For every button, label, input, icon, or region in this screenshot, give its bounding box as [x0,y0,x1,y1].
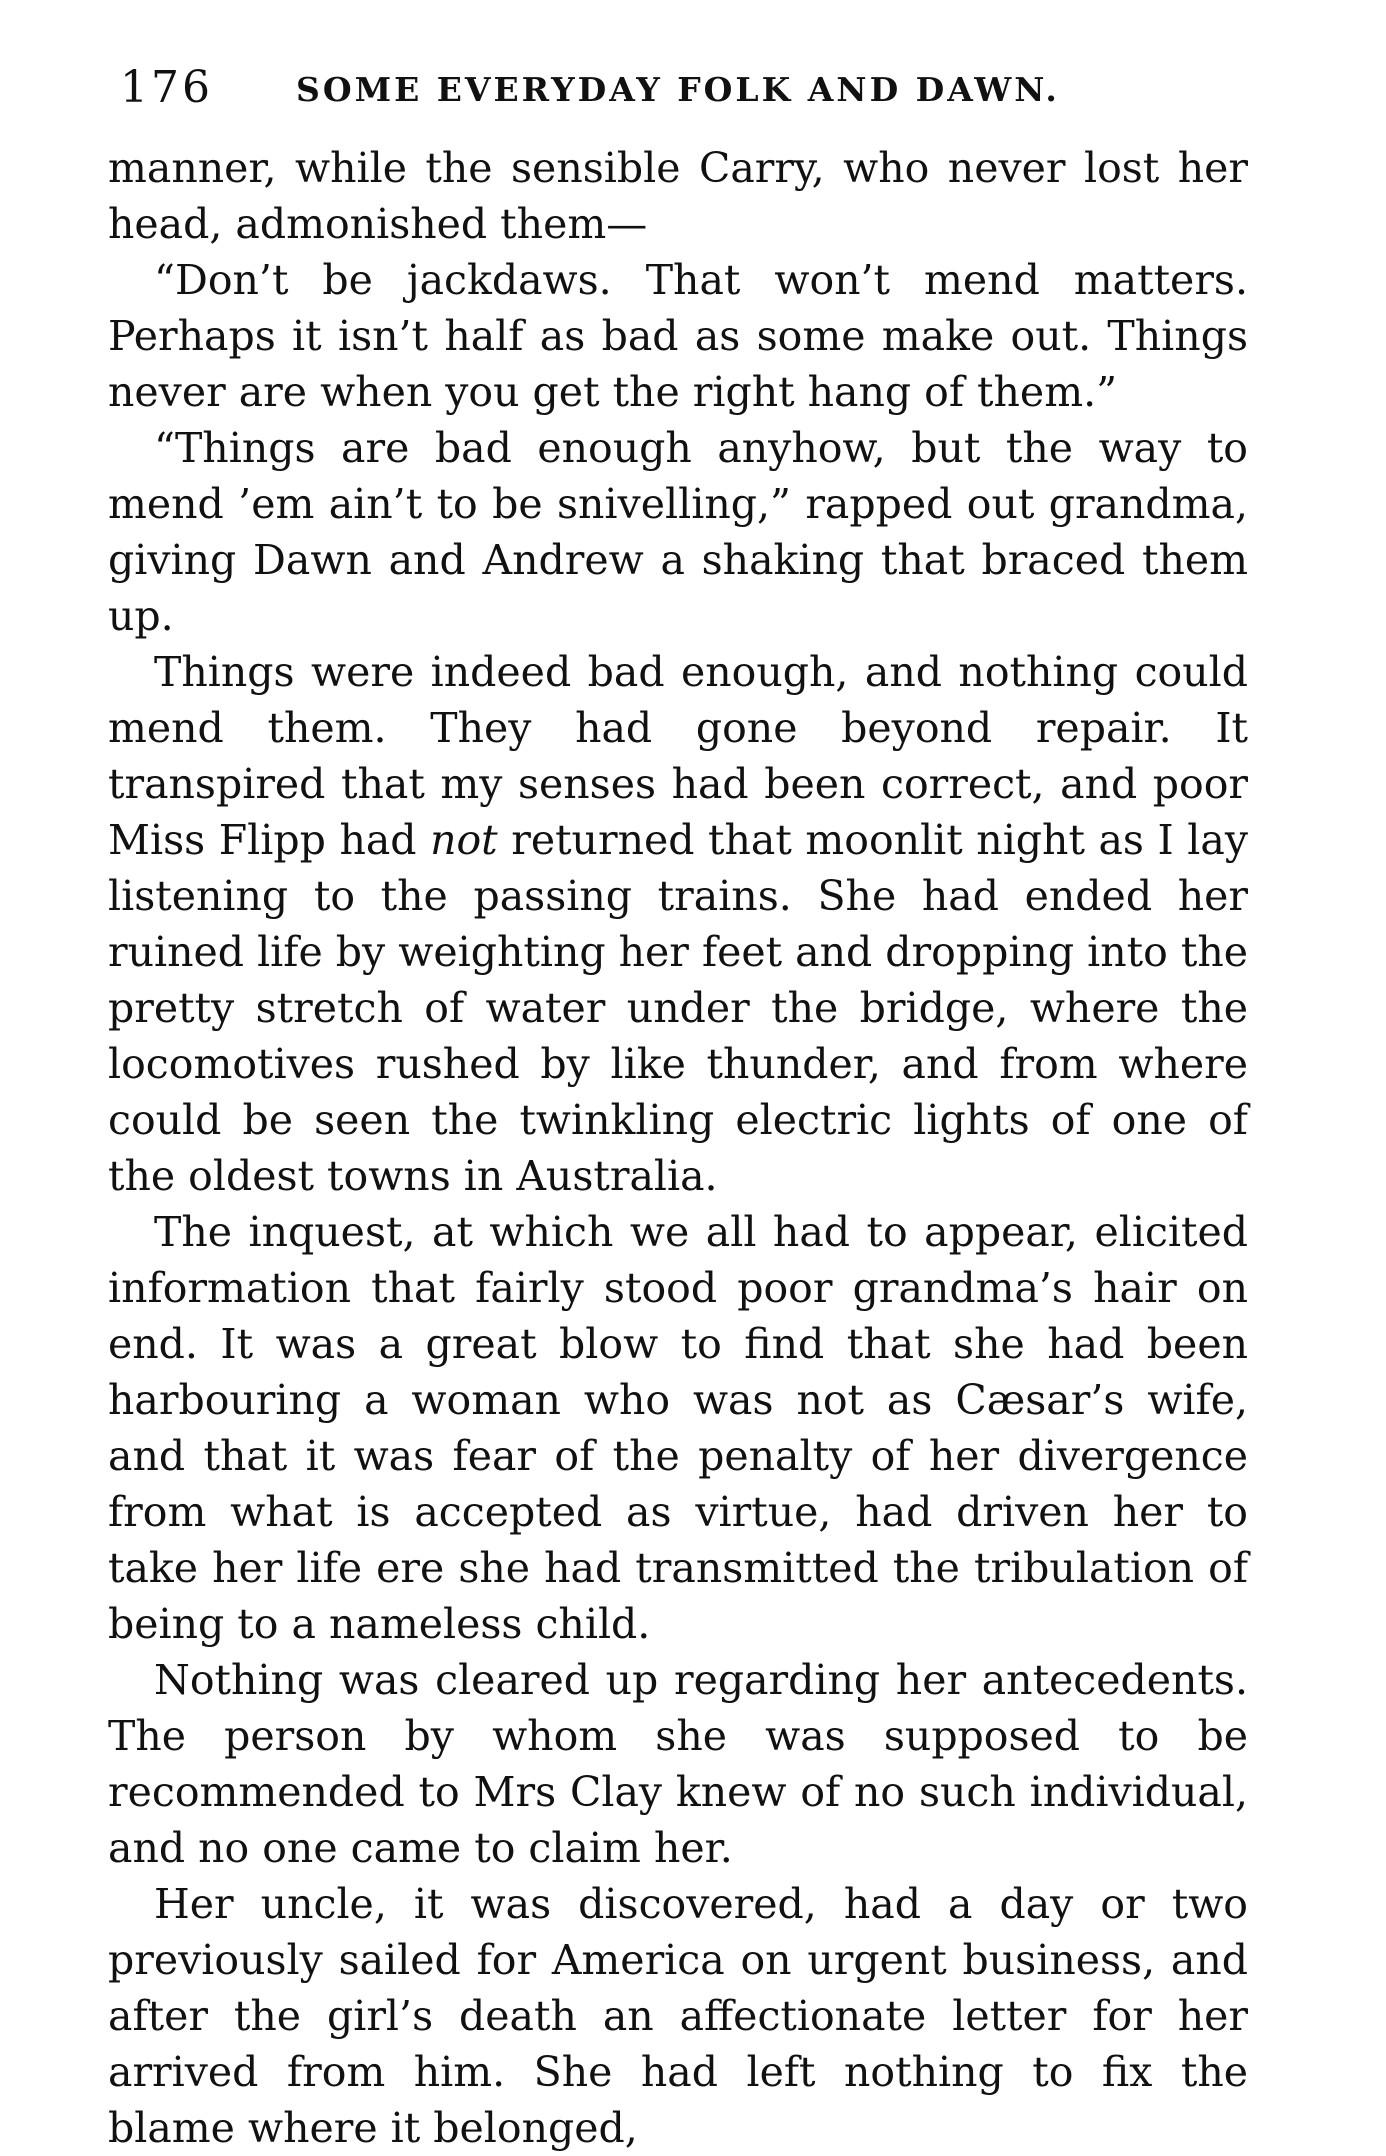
paragraph [108,140,1248,252]
text-run: Things were indeed bad enough, and nothing could mend them. They had gone beyond repair. It transpired that my senses had been correct, and poor Miss Flipp had [108,648,1248,864]
running-title: SOME EVERYDAY FOLK AND DAWN. [296,70,1060,109]
text-run: Her uncle, it was discovered, had a day or two previously sailed for America on urgent business, and after the girl’s death an affectionate letter for her arrived from him. She had left nothing to fix the blame where it belonged, [108,1880,1248,2152]
body-text [108,140,1248,2156]
text-run: manner, while the sensible Carry, who never lost her head, admonished them— [108,144,1248,248]
book-page [108,58,1248,2156]
text-run: “Things are bad enough anyhow, but the way to mend ’em ain’t to be snivelling,” rapped out grandma, giving Dawn and Andrew a shaking that braced them up. [108,424,1248,640]
italic-run: not [430,816,498,864]
paragraph [108,1876,1248,2156]
text-run: The inquest, at which we all had to appear, elicited information that fairly stood poor grandma’s hair on end. It was a great blow to find that she had been harbouring a woman who was not as Cæsar’s wife, and that it was fear of the penalty of her divergence from what is accepted as virtue, had driven her to take her life ere she had transmitted the tribulation of being to a nameless child. [108,1208,1248,1648]
page-number: 176 [120,62,213,113]
text-run: “Don’t be jackdaws. That won’t mend matters. Perhaps it isn’t half as bad as some make out. Things never are when you get the right hang of them.” [108,256,1248,416]
paragraph [108,420,1248,644]
text-run: Nothing was cleared up regarding her antecedents. The person by whom she was supposed to be recommended to Mrs Clay knew of no such individual, and no one came to claim her. [108,1656,1248,1872]
paragraph [108,1204,1248,1652]
paragraph [108,1652,1248,1876]
paragraph [108,252,1248,420]
text-run: returned that moonlit night as I lay listening to the passing trains. She had ended her ruined life by weighting her feet and dropping into the pretty stretch of water under the bridge, where the locomotives rushed by like thunder, and from where could be seen the twinkling electric lights of one of the oldest towns in Australia. [108,816,1248,1200]
running-head [108,58,1248,120]
paragraph [108,644,1248,1204]
